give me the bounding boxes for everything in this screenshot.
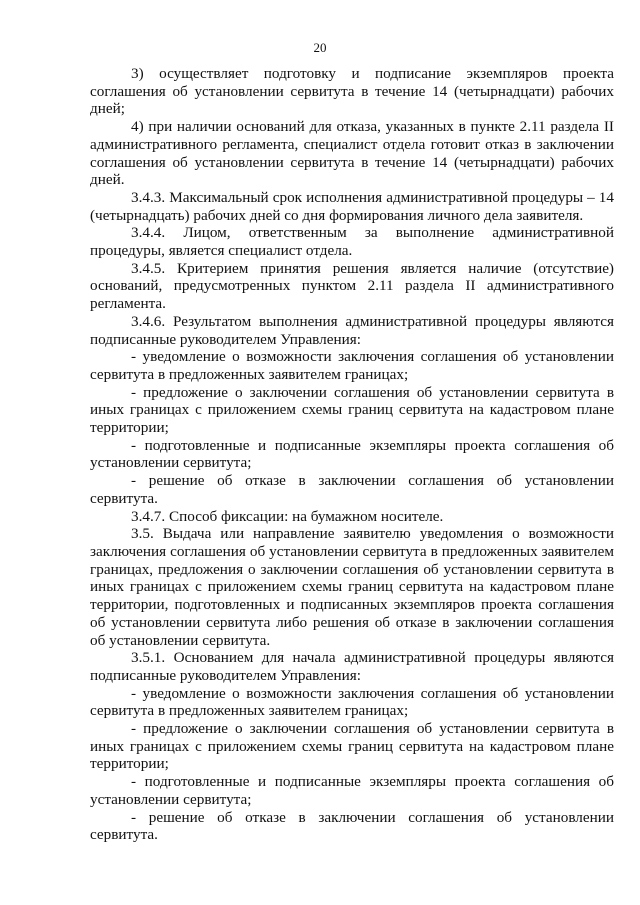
list-item: - предложение о заключении соглашения об установлении сервитута в иных границах с приложением схемы границ сервитута на кадастровом плане территории; <box>90 720 614 773</box>
list-item: - решение об отказе в заключении соглашения об установлении сервитута. <box>90 808 614 844</box>
paragraph: 3) осуществляет подготовку и подписание экземпляров проекта соглашения об установлении сервитута в течение 14 (четырнадцати) рабочих дней; <box>90 65 614 118</box>
list-item: - решение об отказе в заключении соглашения об установлении сервитута. <box>90 472 614 507</box>
paragraph: 3.4.3. Максимальный срок исполнения административной процедуры – 14 (четырнадцать) рабочих дней со дня формирования личного дела заявителя. <box>90 188 614 224</box>
page-number: 20 <box>313 40 327 55</box>
paragraph: 3.4.5. Критерием принятия решения является наличие (отсутствие) оснований, предусмотренных пунктом 2.11 раздела II административного регламента. <box>90 259 614 313</box>
paragraph: 3.4.4. Лицом, ответственным за выполнение административной процедуры, является специалист отдела. <box>90 224 614 260</box>
document-body <box>90 65 614 844</box>
paragraph: 3.5. Выдача или направление заявителю уведомления о возможности заключения соглашения об установлении сервитута в предложенных заявителем границах, предложения о заключении соглашения об установлении сервитута в иных границах с приложением схемы границ сервитута на кадастровом плане территории, подготовленных и подписанных экземпляров проекта соглашения об установлении сервитута либо решения об отказе в заключении соглашения об установлении сервитута. <box>90 525 614 649</box>
paragraph: 3.4.6. Результатом выполнения административной процедуры являются подписанные руководителем Управления: <box>90 312 614 348</box>
paragraph: 3.5.1. Основанием для начала административной процедуры являются подписанные руководителем Управления: <box>90 649 614 684</box>
list-item: - подготовленные и подписанные экземпляры проекта соглашения об установлении сервитута; <box>90 773 614 808</box>
list-item: - уведомление о возможности заключения соглашения об установлении сервитута в предложенных заявителем границах; <box>90 684 614 720</box>
paragraph: 4) при наличии оснований для отказа, указанных в пункте 2.11 раздела II административного регламента, специалист отдела готовит отказ в заключении соглашения об установлении сервитута в течение 14 (четырнадцати) рабочих дней. <box>90 118 614 189</box>
list-item: - предложение о заключении соглашения об установлении сервитута в иных границах с приложением схемы границ сервитута на кадастровом плане территории; <box>90 383 614 437</box>
list-item: - уведомление о возможности заключения соглашения об установлении сервитута в предложенных заявителем границах; <box>90 348 614 383</box>
list-item: - подготовленные и подписанные экземпляры проекта соглашения об установлении сервитута; <box>90 436 614 472</box>
paragraph: 3.4.7. Способ фиксации: на бумажном носителе. <box>131 507 444 525</box>
